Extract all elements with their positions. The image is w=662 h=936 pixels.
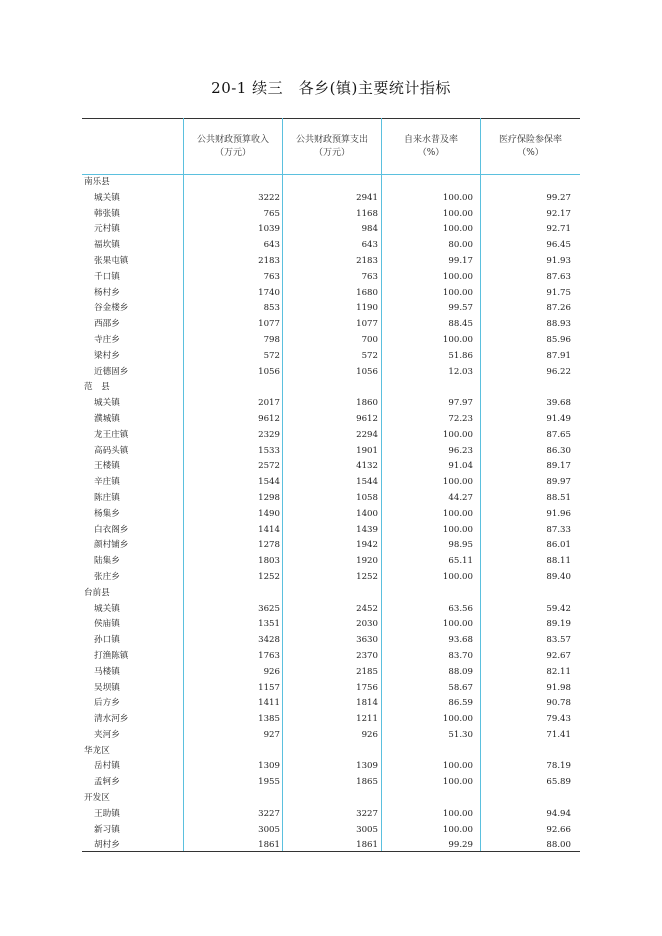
table-row: [82, 459, 580, 475]
table-row: [82, 475, 580, 491]
cell-value: 798: [263, 334, 280, 345]
cell-value: 89.97: [546, 477, 571, 488]
cell-value: 88.11: [546, 556, 571, 567]
cell-value: 91.96: [546, 508, 571, 519]
table-row: [82, 633, 580, 649]
cell-value: 1901: [356, 445, 378, 456]
cell-value: 926: [263, 666, 280, 677]
row-name: 梁村乡: [94, 350, 120, 361]
table-row: [82, 428, 580, 444]
cell-value: 1544: [258, 477, 280, 488]
cell-value: 2183: [258, 255, 280, 266]
table-row: [82, 222, 580, 238]
cell-value: 100.00: [442, 287, 473, 298]
cell-value: 1411: [258, 698, 280, 709]
table-row: [82, 759, 580, 775]
table-row: [82, 538, 580, 554]
cell-value: 2329: [258, 429, 280, 440]
cell-value: 96.23: [448, 445, 473, 456]
cell-value: 92.71: [546, 224, 571, 235]
table-row: [82, 838, 580, 854]
cell-value: 572: [263, 350, 280, 361]
cell-value: 927: [263, 729, 280, 740]
header-unit: （万元）: [214, 148, 251, 158]
cell-value: 1861: [258, 840, 280, 851]
cell-value: 100.00: [442, 714, 473, 725]
cell-value: 82.11: [546, 666, 571, 677]
row-name: 开发区: [84, 793, 110, 804]
cell-value: 100.00: [442, 524, 473, 535]
cell-value: 1309: [356, 761, 378, 772]
table-row: [82, 333, 580, 349]
cell-value: 78.19: [546, 761, 571, 772]
cell-value: 71.41: [546, 729, 571, 740]
table-row: [82, 238, 580, 254]
row-name: 寺庄乡: [94, 334, 120, 345]
cell-value: 85.96: [546, 334, 571, 345]
cell-value: 88.93: [546, 319, 571, 330]
table-row: [82, 491, 580, 507]
table-row: [82, 665, 580, 681]
cell-value: 3005: [356, 824, 378, 835]
table-group-row: [82, 744, 580, 760]
cell-value: 2452: [356, 603, 378, 614]
table-row: [82, 696, 580, 712]
table-row: [82, 270, 580, 286]
cell-value: 94.94: [546, 808, 571, 819]
cell-value: 100.00: [442, 224, 473, 235]
cell-value: 63.56: [448, 603, 473, 614]
cell-value: 92.67: [546, 650, 571, 661]
row-name: 杨村乡: [94, 287, 120, 298]
cell-value: 58.67: [448, 682, 473, 693]
cell-value: 87.91: [546, 350, 571, 361]
row-name: 后方乡: [94, 698, 120, 709]
cell-value: 91.04: [448, 461, 473, 472]
header-label: 自来水普及率: [403, 135, 458, 145]
cell-value: 643: [361, 240, 378, 251]
cell-value: 86.59: [448, 698, 473, 709]
cell-value: 2017: [258, 398, 280, 409]
cell-value: 96.45: [546, 240, 571, 251]
row-name: 城关镇: [94, 603, 120, 614]
cell-value: 86.01: [546, 540, 571, 551]
cell-value: 65.11: [448, 556, 473, 567]
cell-value: 89.19: [546, 619, 571, 630]
header-expenditure: [283, 134, 381, 160]
row-name: 杨集乡: [94, 508, 120, 519]
cell-value: 90.78: [546, 698, 571, 709]
cell-value: 2572: [258, 461, 280, 472]
table-row: [82, 207, 580, 223]
cell-value: 100.00: [442, 508, 473, 519]
table-row: [82, 191, 580, 207]
cell-value: 2941: [356, 192, 378, 203]
cell-value: 1544: [356, 477, 378, 488]
cell-value: 79.43: [546, 714, 571, 725]
row-name: 福坎镇: [94, 240, 120, 251]
row-name: 南乐县: [84, 177, 110, 187]
cell-value: 1168: [356, 208, 378, 219]
header-insurance-rate: [481, 134, 580, 160]
row-name: 华龙区: [84, 745, 110, 756]
cell-value: 91.75: [546, 287, 571, 298]
cell-value: 1309: [258, 761, 280, 772]
row-name: 打渔陈镇: [94, 650, 129, 661]
cell-value: 99.29: [448, 840, 473, 851]
header-unit: （%）: [517, 148, 544, 158]
table-group-row: [82, 791, 580, 807]
cell-value: 1955: [258, 777, 280, 788]
cell-value: 1414: [258, 524, 280, 535]
row-name: 城关镇: [94, 398, 120, 409]
cell-value: 9612: [356, 413, 378, 424]
table-body: [82, 175, 580, 854]
cell-value: 1252: [258, 571, 280, 582]
cell-value: 3227: [258, 808, 280, 819]
cell-value: 39.68: [546, 398, 571, 409]
table-row: [82, 412, 580, 428]
row-name: 吴坝镇: [94, 682, 120, 693]
row-name: 新习镇: [94, 824, 120, 835]
cell-value: 1056: [258, 366, 280, 377]
table-row: [82, 649, 580, 665]
cell-value: 1920: [356, 556, 378, 567]
cell-value: 3227: [356, 808, 378, 819]
row-name: 胡村乡: [94, 840, 120, 851]
row-name: 王楼镇: [94, 461, 120, 472]
row-name: 韩张镇: [94, 208, 120, 219]
cell-value: 100.00: [442, 619, 473, 630]
table-row: [82, 349, 580, 365]
cell-value: 100.00: [442, 808, 473, 819]
cell-value: 88.09: [448, 666, 473, 677]
cell-value: 1861: [356, 840, 378, 851]
table-group-row: [82, 586, 580, 602]
cell-value: 87.63: [546, 271, 571, 282]
cell-value: 91.93: [546, 255, 571, 266]
cell-value: 100.00: [442, 477, 473, 488]
table-group-row: [82, 175, 580, 191]
cell-value: 51.86: [448, 350, 473, 361]
table-row: [82, 317, 580, 333]
row-name: 近德固乡: [94, 366, 129, 377]
cell-value: 1763: [258, 650, 280, 661]
cell-value: 100.00: [442, 777, 473, 788]
table-top-rule: [82, 118, 580, 119]
cell-value: 3222: [258, 192, 280, 203]
cell-value: 99.17: [448, 255, 473, 266]
cell-value: 86.30: [546, 445, 571, 456]
header-unit: （万元）: [313, 148, 350, 158]
header-label: 医疗保险参保率: [498, 135, 562, 145]
cell-value: 100.00: [442, 429, 473, 440]
cell-value: 87.65: [546, 429, 571, 440]
cell-value: 100.00: [442, 571, 473, 582]
cell-value: 1077: [258, 319, 280, 330]
cell-value: 1533: [258, 445, 280, 456]
table-row: [82, 444, 580, 460]
table-row: [82, 570, 580, 586]
table-row: [82, 617, 580, 633]
cell-value: 87.33: [546, 524, 571, 535]
cell-value: 1077: [356, 319, 378, 330]
header-label: 公共财政预算支出: [295, 135, 368, 145]
header-unit: （%）: [417, 148, 445, 158]
table-row: [82, 728, 580, 744]
row-name: 白衣阁乡: [94, 524, 129, 535]
row-name: 辛庄镇: [94, 477, 120, 488]
cell-value: 1056: [356, 366, 378, 377]
cell-value: 92.17: [546, 208, 571, 219]
cell-value: 1860: [356, 398, 378, 409]
row-name: 岳村镇: [94, 761, 120, 772]
row-name: 龙王庄镇: [94, 429, 129, 440]
cell-value: 51.30: [448, 729, 473, 740]
row-name: 清水河乡: [94, 714, 129, 725]
cell-value: 1680: [356, 287, 378, 298]
cell-value: 87.26: [546, 303, 571, 314]
cell-value: 765: [263, 208, 280, 219]
row-name: 陈庄镇: [94, 492, 120, 503]
row-name: 元村镇: [94, 224, 120, 235]
row-name: 夹河乡: [94, 729, 120, 740]
table-row: [82, 775, 580, 791]
cell-value: 12.03: [448, 366, 473, 377]
cell-value: 1865: [356, 777, 378, 788]
row-name: 颜村铺乡: [94, 540, 129, 551]
cell-value: 3428: [258, 635, 280, 646]
cell-value: 1942: [356, 540, 378, 551]
cell-value: 83.57: [546, 635, 571, 646]
cell-value: 100.00: [442, 271, 473, 282]
cell-value: 96.22: [546, 366, 571, 377]
table-row: [82, 602, 580, 618]
cell-value: 83.70: [448, 650, 473, 661]
table-row: [82, 554, 580, 570]
table-row: [82, 807, 580, 823]
row-name: 范 县: [84, 382, 110, 393]
cell-value: 99.57: [448, 303, 473, 314]
cell-value: 44.27: [448, 492, 473, 503]
table-group-row: [82, 380, 580, 396]
cell-value: 100.00: [442, 761, 473, 772]
header-water-rate: [382, 134, 480, 160]
cell-value: 1740: [258, 287, 280, 298]
cell-value: 926: [361, 729, 378, 740]
cell-value: 1058: [356, 492, 378, 503]
table-row: [82, 681, 580, 697]
cell-value: 984: [361, 224, 378, 235]
cell-value: 1252: [356, 571, 378, 582]
table-row: [82, 823, 580, 839]
header-revenue: [184, 134, 282, 160]
table-row: [82, 396, 580, 412]
row-name: 谷金楼乡: [94, 303, 129, 314]
row-name: 台前县: [84, 587, 110, 598]
row-name: 西邵乡: [94, 319, 120, 330]
row-name: 高码头镇: [94, 445, 129, 456]
cell-value: 88.45: [448, 319, 473, 330]
cell-value: 1400: [356, 508, 378, 519]
cell-value: 2294: [356, 429, 378, 440]
cell-value: 100.00: [442, 824, 473, 835]
cell-value: 3005: [258, 824, 280, 835]
cell-value: 1803: [258, 556, 280, 567]
cell-value: 763: [361, 271, 378, 282]
cell-value: 1814: [356, 698, 378, 709]
row-name: 濮城镇: [94, 413, 120, 424]
cell-value: 80.00: [448, 240, 473, 251]
cell-value: 93.68: [448, 635, 473, 646]
cell-value: 763: [263, 271, 280, 282]
cell-value: 65.89: [546, 777, 571, 788]
table-row: [82, 365, 580, 381]
row-name: 陆集乡: [94, 556, 120, 567]
cell-value: 89.40: [546, 571, 571, 582]
cell-value: 1756: [356, 682, 378, 693]
row-name: 侯庙镇: [94, 619, 120, 630]
cell-value: 59.42: [546, 603, 571, 614]
table-row: [82, 301, 580, 317]
cell-value: 2183: [356, 255, 378, 266]
cell-value: 4132: [356, 461, 378, 472]
row-name: 千口镇: [94, 271, 120, 282]
cell-value: 643: [263, 240, 280, 251]
cell-value: 1278: [258, 540, 280, 551]
header-label: 公共财政预算收入: [196, 135, 269, 145]
row-name: 张庄乡: [94, 571, 120, 582]
cell-value: 91.98: [546, 682, 571, 693]
cell-value: 2185: [356, 666, 378, 677]
cell-value: 72.23: [448, 413, 473, 424]
table-row: [82, 523, 580, 539]
row-name: 城关镇: [94, 192, 120, 203]
cell-value: 1190: [356, 303, 378, 314]
cell-value: 1385: [258, 714, 280, 725]
cell-value: 2370: [356, 650, 378, 661]
table-row: [82, 507, 580, 523]
table-row: [82, 286, 580, 302]
cell-value: 572: [361, 350, 378, 361]
cell-value: 88.00: [546, 840, 571, 851]
cell-value: 1490: [258, 508, 280, 519]
cell-value: 1351: [258, 619, 280, 630]
cell-value: 1211: [356, 714, 378, 725]
cell-value: 1039: [258, 224, 280, 235]
cell-value: 1298: [258, 492, 280, 503]
cell-value: 3630: [356, 635, 378, 646]
row-name: 王助镇: [94, 808, 120, 819]
cell-value: 3625: [258, 603, 280, 614]
page-title: 20-1 续三 各乡(镇)主要统计指标: [211, 79, 451, 97]
cell-value: 100.00: [442, 208, 473, 219]
cell-value: 700: [361, 334, 378, 345]
cell-value: 92.66: [546, 824, 571, 835]
cell-value: 9612: [258, 413, 280, 424]
cell-value: 88.51: [546, 492, 571, 503]
cell-value: 97.97: [448, 398, 473, 409]
cell-value: 1157: [258, 682, 280, 693]
cell-value: 853: [263, 303, 280, 314]
row-name: 马楼镇: [94, 666, 120, 677]
cell-value: 99.27: [546, 192, 571, 203]
row-name: 张果屯镇: [94, 255, 129, 266]
cell-value: 98.95: [448, 540, 473, 551]
cell-value: 89.17: [546, 461, 571, 472]
cell-value: 1439: [356, 524, 378, 535]
table-row: [82, 254, 580, 270]
row-name: 孙口镇: [94, 635, 120, 646]
cell-value: 2030: [356, 619, 378, 630]
table-row: [82, 712, 580, 728]
cell-value: 100.00: [442, 334, 473, 345]
row-name: 孟轲乡: [94, 777, 120, 788]
cell-value: 100.00: [442, 192, 473, 203]
cell-value: 91.49: [546, 413, 571, 424]
